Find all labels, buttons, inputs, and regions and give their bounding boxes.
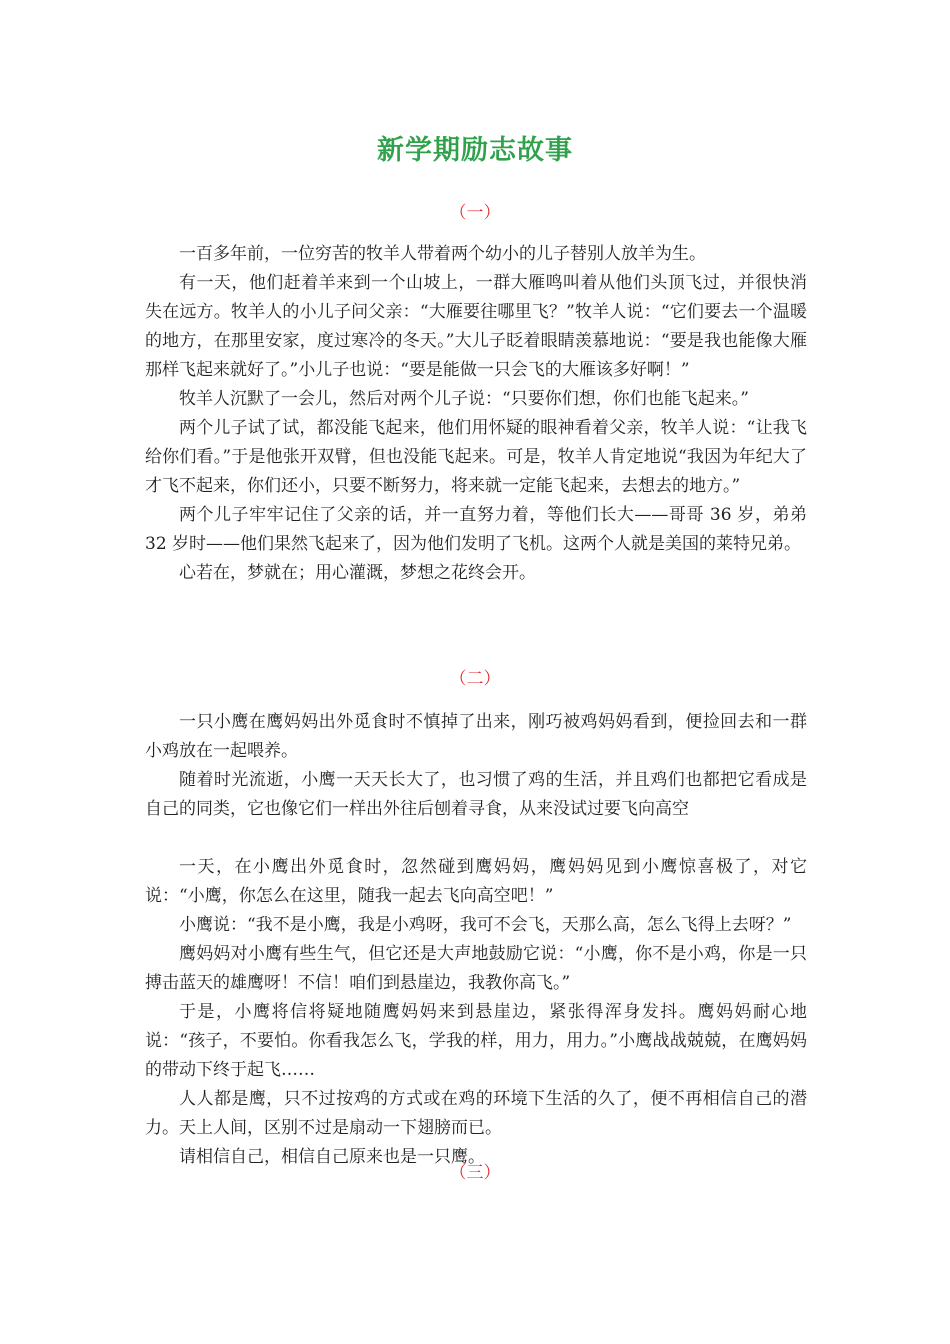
paragraph: 牧羊人沉默了一会儿，然后对两个儿子说：“只要你们想，你们也能飞起来。” xyxy=(179,389,749,409)
paragraph: 请相信自己，相信自己原来也是一只鹰。 xyxy=(179,1147,485,1167)
paragraph: 于是，小鹰将信将疑地随鹰妈妈来到悬崖边，紧张得浑身发抖。鹰妈妈耐心地说：“孩子，不要怕。你看我怎么飞，学我的样，用力，用力。”小鹰战战兢兢，在鹰妈妈的带动下终于起飞…… xyxy=(145,1002,807,1080)
section-heading-2: （二） xyxy=(449,669,501,689)
paragraph: 随着时光流逝，小鹰一天天长大了，也习惯了鸡的生活，并且鸡们也都把它看成是自己的同类，它也像它们一样出外往后刨着寻食，从来没试过要飞向高空 xyxy=(145,770,807,819)
paragraph: 小鹰说：“我不是小鹰，我是小鸡呀，我可不会飞，天那么高，怎么飞得上去呀？” xyxy=(179,915,792,935)
section-1-body xyxy=(145,240,807,588)
paragraph: 有一天，他们赶着羊来到一个山坡上，一群大雁鸣叫着从他们头顶飞过，并很快消失在远方。牧羊人的小儿子问父亲：“大雁要往哪里飞？”牧羊人说：“它们要去一个温暖的地方，在那里安家，度过寒冷的冬天。”大儿子眨着眼睛羡慕地说：“要是我也能像大雁那样飞起来就好了。”小儿子也说：“要是能做一只会飞的大雁该多好啊！” xyxy=(145,273,807,380)
section-2-body xyxy=(145,708,807,1172)
blank-line xyxy=(145,824,807,853)
paragraph: 一百多年前，一位穷苦的牧羊人带着两个幼小的儿子替别人放羊为生。 xyxy=(179,244,706,264)
paragraph: 两个儿子牢牢记住了父亲的话，并一直努力着，等他们长大——哥哥 36 岁，弟弟 32 岁时——他们果然飞起来了，因为他们发明了飞机。这两个人就是美国的莱特兄弟。 xyxy=(145,505,807,554)
paragraph: 人人都是鹰，只不过按鸡的方式或在鸡的环境下生活的久了，便不再相信自己的潜力。天上人间，区别不过是扇动一下翅膀而已。 xyxy=(145,1089,807,1138)
section-heading-3: （三） xyxy=(449,1163,501,1183)
section-heading-1: （一） xyxy=(449,203,501,223)
page-title: 新学期励志故事 xyxy=(377,135,573,166)
paragraph: 心若在，梦就在；用心灌溉，梦想之花终会开。 xyxy=(179,563,536,583)
paragraph: 两个儿子试了试，都没能飞起来，他们用怀疑的眼神看着父亲，牧羊人说：“让我飞给你们看。”于是他张开双臂，但也没能飞起来。可是，牧羊人肯定地说“我因为年纪大了才飞不起来，你们还小，只要不断努力，将来就一定能飞起来，去想去的地方。” xyxy=(145,418,807,496)
paragraph: 鹰妈妈对小鹰有些生气，但它还是大声地鼓励它说：“小鹰，你不是小鸡，你是一只搏击蓝天的雄鹰呀！不信！咱们到悬崖边，我教你高飞。” xyxy=(145,944,807,993)
paragraph: 一天，在小鹰出外觅食时，忽然碰到鹰妈妈，鹰妈妈见到小鹰惊喜极了，对它说：“小鹰，你怎么在这里，随我一起去飞向高空吧！” xyxy=(145,857,807,906)
paragraph: 一只小鹰在鹰妈妈出外觅食时不慎掉了出来，刚巧被鸡妈妈看到，便捡回去和一群小鸡放在一起喂养。 xyxy=(145,712,807,761)
